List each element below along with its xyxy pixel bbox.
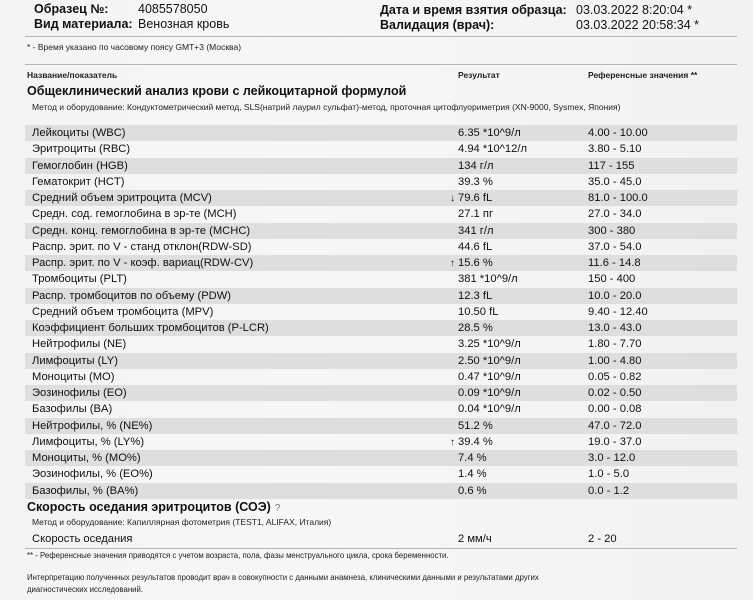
parameter-name: Базофилы, % (BA%) [32, 484, 139, 497]
result-value-text: 44.6 fL [458, 240, 493, 253]
sample-datetime-label: Дата и время взятия образца: [380, 3, 567, 17]
parameter-name: Нейтрофилы (NE) [32, 338, 127, 351]
result-value-text: 0.04 *10^9/л [458, 403, 521, 416]
parameter-name: Лейкоциты (WBC) [32, 127, 126, 139]
result-value-text: 6.35 *10^9/л [458, 127, 521, 139]
result-row [25, 353, 737, 369]
material-label: Вид материала: [34, 17, 133, 31]
footer-divider [25, 548, 737, 549]
reference-range: 47.0 - 72.0 [588, 419, 642, 432]
result-value-text: 0.6 % [458, 484, 487, 497]
esr-parameter-name: Скорость оседания [32, 533, 133, 545]
reference-range: 0.05 - 0.82 [588, 370, 642, 383]
columns-divider [25, 64, 737, 65]
reference-range: 4.00 - 10.00 [588, 127, 648, 139]
result-value [458, 158, 494, 174]
arrow-up-icon: ↑ [450, 258, 455, 269]
result-value-text: 12.3 fL [458, 289, 493, 302]
result-row [25, 401, 737, 417]
help-icon[interactable]: ? [274, 503, 281, 514]
result-value-text: 39.3 % [458, 175, 493, 188]
result-value-text: 27.1 пг [458, 208, 494, 221]
reference-range: 3.80 - 5.10 [588, 143, 642, 156]
result-value-text: 341 г/л [458, 224, 494, 237]
result-value [458, 239, 492, 255]
parameter-name: Гемоглобин (HGB) [32, 159, 128, 172]
result-row [25, 369, 737, 385]
parameter-name: Эозинофилы (EO) [32, 387, 127, 399]
result-value [458, 288, 492, 304]
cbc-method-note: Метод и оборудование: Кондуктометрический метод, SLS(натрий лаурил сульфат)-метод, проточная цитофлуориметрия (XN-9000, Sysmex, Япония) [32, 102, 621, 112]
reference-range: 1.00 - 4.80 [588, 354, 642, 367]
column-header-result: Результат [458, 70, 500, 80]
result-row [25, 336, 737, 352]
parameter-name: Тромбоциты (PLT) [32, 273, 127, 286]
validation-value: 03.03.2022 20:58:34 * [576, 18, 700, 32]
arrow-down-icon: ↓ [450, 193, 455, 204]
esr-reference-range: 2 - 20 [588, 533, 617, 545]
parameter-name: Гематокрит (HCT) [32, 175, 125, 188]
header-divider [25, 36, 737, 37]
result-row [25, 304, 737, 320]
result-value [458, 336, 521, 352]
result-value [458, 206, 493, 222]
result-value-text: 10.50 fL [458, 305, 499, 318]
parameter-name: Распр. тромбоцитов по объему (PDW) [32, 289, 232, 302]
result-value [450, 190, 493, 207]
parameter-name: Моноциты, % (MO%) [32, 452, 141, 464]
result-value-text: 4.94 *10^12/л [458, 143, 528, 156]
result-value-text: 1.4 % [458, 468, 487, 481]
result-row [25, 288, 737, 304]
result-row [25, 125, 737, 141]
esr-result-value: 2 мм/ч [458, 533, 492, 545]
reference-footnote: ** - Референсные значения приводятся с учетом возраста, пола, фазы менструального цикла, срока беременности. [27, 551, 449, 560]
reference-range: 0.0 - 1.2 [588, 484, 630, 497]
reference-range: 9.40 - 12.40 [588, 305, 648, 318]
result-value [458, 320, 493, 336]
sample-datetime-value: 03.03.2022 8:20:04 * [576, 3, 693, 17]
result-value [458, 304, 498, 320]
esr-section-title [27, 500, 280, 514]
reference-range: 3.0 - 12.0 [588, 452, 636, 464]
esr-title-text: Скорость оседания эритроцитов (СОЭ) [27, 500, 271, 514]
parameter-name: Базофилы (BA) [32, 403, 113, 416]
timezone-note: * - Время указано по часовому поясу GMT+3 (Москва) [27, 42, 242, 52]
result-row [25, 158, 737, 174]
validation-label: Валидация (врач): [380, 18, 495, 32]
reference-range: 13.0 - 43.0 [588, 322, 642, 334]
result-row [25, 483, 737, 499]
result-value [458, 466, 487, 482]
reference-range: 11.6 - 14.8 [588, 257, 641, 269]
result-value-text: 15.6 % [458, 257, 493, 269]
result-value-text: 7.4 % [458, 452, 487, 464]
result-row [25, 450, 737, 466]
result-value-text: 381 *10^9/л [458, 273, 518, 286]
result-row [25, 206, 737, 222]
parameter-name: Средний объем эритроцита (MCV) [32, 192, 212, 204]
column-header-reference: Референсные значения ** [588, 70, 698, 80]
reference-range: 81.0 - 100.0 [588, 192, 648, 204]
reference-range: 35.0 - 45.0 [588, 175, 642, 188]
result-value-text: 134 г/л [458, 159, 494, 172]
result-row [25, 255, 737, 271]
parameter-name: Моноциты (MO) [32, 370, 115, 383]
result-row [25, 418, 737, 434]
result-value [458, 125, 521, 141]
result-value [458, 483, 487, 499]
result-row [25, 271, 737, 287]
parameter-name: Средний объем тромбоцита (MPV) [32, 305, 214, 318]
parameter-name: Коэффициент больших тромбоцитов (P-LCR) [32, 322, 269, 334]
reference-range: 300 - 380 [588, 224, 636, 237]
parameter-name: Распр. эрит. по V - коэф. вариац(RDW-CV) [32, 257, 254, 269]
result-value [458, 174, 493, 190]
result-value-text: 28.5 % [458, 322, 493, 334]
result-value [458, 385, 521, 401]
result-value-text: 79.6 fL [458, 192, 493, 204]
result-row [25, 141, 737, 157]
result-value [458, 401, 521, 417]
sample-label: Образец №: [34, 2, 109, 16]
result-row [25, 385, 737, 401]
parameter-name: Эритроциты (RBC) [32, 143, 131, 156]
result-row [25, 434, 737, 450]
result-value [458, 450, 487, 466]
interpretation-footnote: Интерпретацию полученных результатов проводит врач в совокупности с данными анамнеза, клиническими данными и результатами других диагностических исследований. [27, 573, 539, 594]
reference-range: 10.0 - 20.0 [588, 289, 642, 302]
result-value [450, 434, 493, 451]
reference-range: 1.80 - 7.70 [588, 338, 642, 351]
result-value [458, 141, 527, 157]
parameter-name: Средн. конц. гемоглобина в эр-те (MCHC) [32, 224, 251, 237]
esr-method-note: Метод и оборудование: Капиллярная фотометрия (TEST1, ALIFAX, Италия) [32, 517, 332, 527]
cbc-results-table [25, 125, 737, 499]
result-value [458, 418, 493, 434]
reference-range: 19.0 - 37.0 [588, 435, 642, 448]
result-value [450, 255, 493, 272]
reference-range: 150 - 400 [588, 273, 636, 286]
reference-range: 27.0 - 34.0 [588, 208, 642, 221]
result-row [25, 466, 737, 482]
parameter-name: Нейтрофилы, % (NE%) [32, 419, 153, 432]
arrow-up-icon: ↑ [450, 436, 455, 448]
parameter-name: Средн. сод. гемоглобина в эр-те (MCH) [32, 208, 237, 221]
column-header-name: Название/показатель [27, 70, 118, 80]
sample-number: 4085578050 [138, 2, 208, 16]
cbc-section-title: Общеклинический анализ крови с лейкоцитарной формулой [27, 84, 407, 98]
result-value-text: 39.4 % [458, 435, 493, 448]
result-value-text: 3.25 *10^9/л [458, 338, 521, 351]
parameter-name: Лимфоциты, % (LY%) [32, 435, 145, 448]
result-value [458, 223, 494, 239]
parameter-name: Эозинофилы, % (EO%) [32, 468, 153, 481]
result-row [25, 320, 737, 336]
result-value-text: 0.09 *10^9/л [458, 387, 521, 399]
parameter-name: Лимфоциты (LY) [32, 354, 118, 367]
result-row [25, 190, 737, 206]
result-row [25, 174, 737, 190]
reference-range: 0.02 - 0.50 [588, 387, 642, 399]
result-value [458, 271, 518, 287]
result-value-text: 2.50 *10^9/л [458, 354, 521, 367]
material-value: Венозная кровь [138, 17, 230, 31]
parameter-name: Распр. эрит. по V - станд отклон(RDW-SD) [32, 240, 252, 253]
reference-range: 1.0 - 5.0 [588, 468, 630, 481]
result-value-text: 0.47 *10^9/л [458, 370, 521, 383]
reference-range: 0.00 - 0.08 [588, 403, 642, 416]
result-value [458, 353, 521, 369]
result-value [458, 369, 521, 385]
reference-range: 37.0 - 54.0 [588, 240, 642, 253]
result-value-text: 51.2 % [458, 419, 493, 432]
result-row [25, 223, 737, 239]
result-row [25, 239, 737, 255]
reference-range: 117 - 155 [588, 159, 635, 172]
